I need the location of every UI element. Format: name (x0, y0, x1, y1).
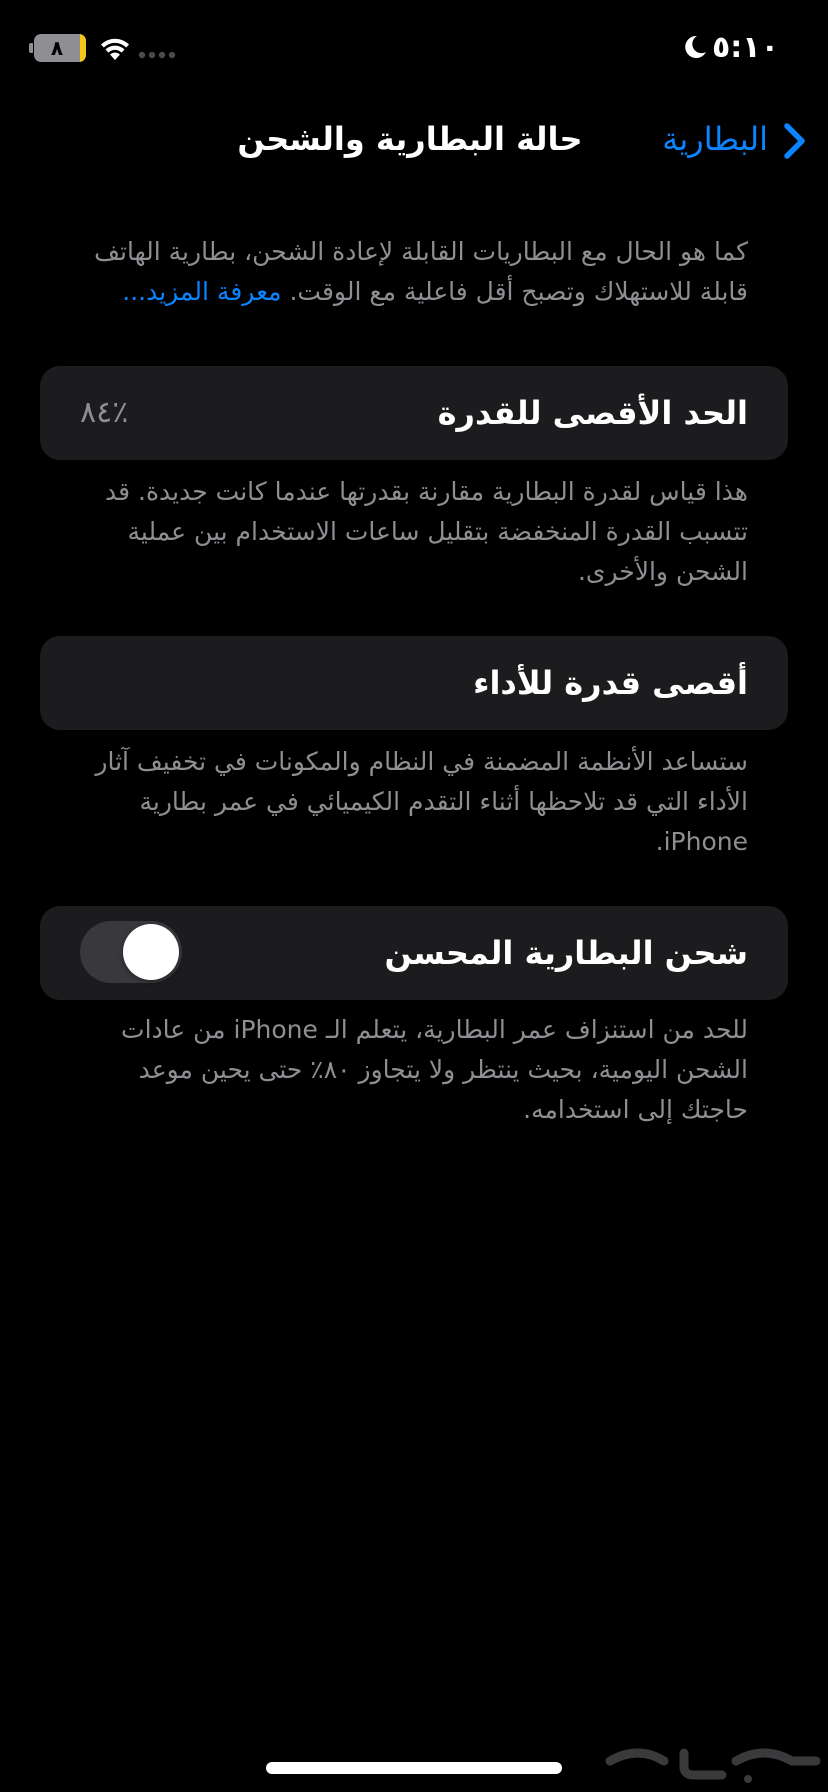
wifi-icon (98, 34, 132, 62)
optimized-charging-row (40, 906, 788, 1000)
page-title: حالة البطارية والشحن (237, 120, 583, 158)
maximum-capacity-value: ٨٤٪ (80, 395, 129, 430)
maximum-capacity-row (40, 366, 788, 460)
optimized-charging-toggle[interactable] (80, 921, 182, 983)
navigation-bar (0, 110, 828, 170)
learn-more-link[interactable]: معرفة المزيد... (122, 277, 282, 306)
toggle-knob (123, 924, 179, 980)
haraj-watermark-logo (598, 1725, 828, 1785)
maximum-capacity-footer: هذا قياس لقدرة البطارية مقارنة بقدرتها عندما كانت جديدة. قد تتسبب القدرة المنخفضة بتقليل ساعات الاستخدام بين عملية الشحن والأخرى. (104, 477, 748, 586)
intro-description (80, 232, 748, 312)
moon-icon (682, 34, 708, 60)
peak-performance-footer: ستساعد الأنظمة المضمنة في النظام والمكونات في تخفيف آثار الأداء التي قد تلاحظها أثناء التقدم الكيميائي في عمر بطارية iPhone. (95, 747, 748, 856)
battery-fill (80, 34, 86, 62)
battery-terminal (29, 43, 33, 53)
back-button[interactable] (640, 110, 808, 170)
back-label: البطارية (662, 120, 768, 158)
peak-performance-label: أقصى قدرة للأداء (473, 664, 748, 702)
intro-text: كما هو الحال مع البطاريات القابلة لإعادة الشحن، بطارية الهاتف قابلة للاستهلاك وتصبح أقل فاعلية مع الوقت. (94, 237, 748, 306)
status-bar (0, 0, 828, 100)
optimized-charging-label: شحن البطارية المحسن (384, 934, 748, 972)
peak-performance-row (40, 636, 788, 730)
status-time: ٥:١٠ (712, 30, 779, 65)
home-indicator[interactable] (266, 1762, 562, 1774)
maximum-capacity-label: الحد الأقصى للقدرة (437, 394, 748, 432)
signal-dots-icon (138, 50, 178, 60)
battery-level: ٨ (50, 36, 64, 60)
chevron-right-icon (782, 122, 808, 160)
optimized-charging-footer: للحد من استنزاف عمر البطارية، يتعلم الـ iPhone من عادات الشحن اليومية، بحيث ينتظر ولا يتجاوز ٨٠٪ حتى يحين موعد حاجتك إلى استخدامه. (121, 1015, 748, 1124)
battery-icon (34, 34, 86, 62)
